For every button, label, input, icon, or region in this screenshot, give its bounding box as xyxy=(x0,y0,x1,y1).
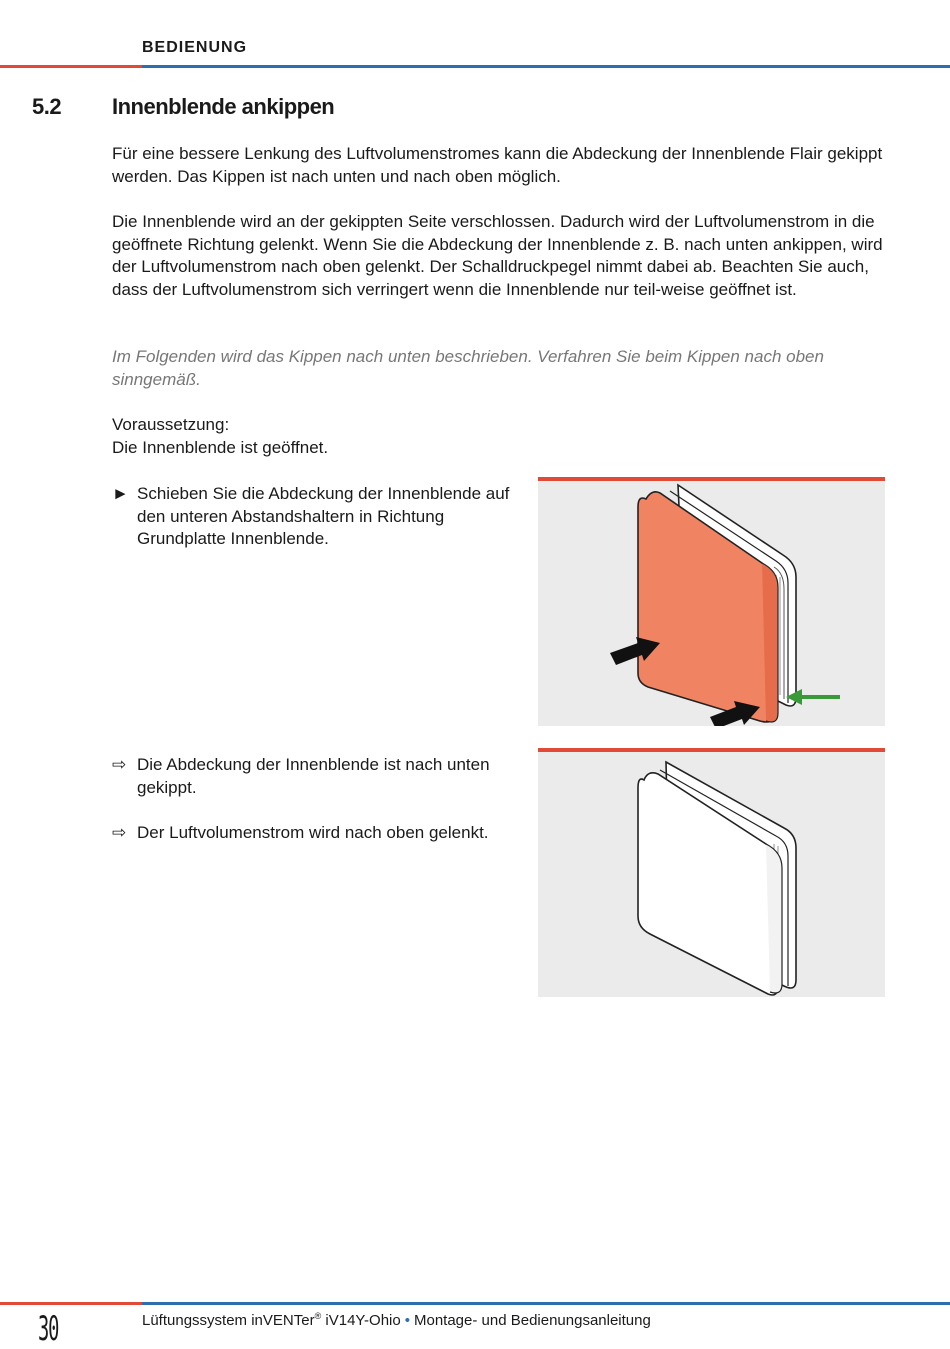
result-step xyxy=(112,822,522,845)
footer-rule-red xyxy=(0,1302,142,1305)
result-step-text: Der Luftvolumenstrom wird nach oben gelenkt. xyxy=(137,823,489,842)
result-arrow-icon: ⇨ xyxy=(112,823,127,842)
result-arrow-icon: ⇨ xyxy=(112,755,127,774)
note-paragraph: Im Folgenden wird das Kippen nach unten beschrieben. Verfahren Sie beim Kippen nach oben sinngemäß. xyxy=(112,347,824,389)
action-step xyxy=(112,483,522,551)
result-step xyxy=(112,754,522,799)
footer-brand-model: iV14Y-Ohio xyxy=(321,1312,401,1329)
footer-text xyxy=(142,1311,651,1329)
running-header: BEDIENUNG xyxy=(142,39,248,56)
vent-illustration-tilted xyxy=(538,748,885,997)
footer-brand xyxy=(142,1311,401,1329)
registered-mark: ® xyxy=(314,1311,322,1321)
result-step-text: Die Abdeckung der Innenblende ist nach unten gekippt. xyxy=(137,755,490,797)
intro-paragraph: Für eine bessere Lenkung des Luftvolumenstromes kann die Abdeckung der Innenblende Flair gekippt werden. Das Kippen ist nach unten und nach oben möglich. xyxy=(112,144,883,186)
figure-tilted-cover xyxy=(538,748,885,997)
explanation-paragraph: Die Innenblende wird an der gekippten Seite verschlossen. Dadurch wird der Luftvolumenstrom in die geöffnete Richtung gelenkt. Wenn Sie die Abdeckung der Innenblende z. B. nach unten ankippen, wird der Luftvolumenstrom nach oben gelenkt. Der Schalldruckpegel nimmt dabei ab. Beachten Sie auch, dass der Luftvolumenstrom sich verringert wenn die Innenblende nur teil-weise geöffnet ist. xyxy=(112,212,883,299)
section-title: Innenblende ankippen xyxy=(112,94,335,119)
vent-illustration-push xyxy=(538,477,885,726)
figure-push-cover xyxy=(538,477,885,726)
prerequisite-text: Die Innenblende ist geöffnet. xyxy=(112,438,329,457)
prerequisite-label: Voraussetzung: xyxy=(112,415,230,434)
footer-separator: • xyxy=(404,1312,410,1329)
footer-brand-prefix: Lüftungssystem inVENTer xyxy=(142,1312,315,1329)
page-number: 30 xyxy=(38,1309,59,1349)
header-rule-blue xyxy=(142,65,950,68)
section-number: 5.2 xyxy=(32,94,62,119)
action-step-text: Schieben Sie die Abdeckung der Innenblende auf den unteren Abstandshaltern in Richtung Grundplatte Innenblende. xyxy=(137,484,510,549)
footer-doc-title: Montage- und Bedienungsanleitung xyxy=(413,1312,651,1329)
header-rule-red xyxy=(0,65,142,68)
footer-rule-blue xyxy=(142,1302,950,1305)
triangle-icon: ► xyxy=(112,484,129,503)
